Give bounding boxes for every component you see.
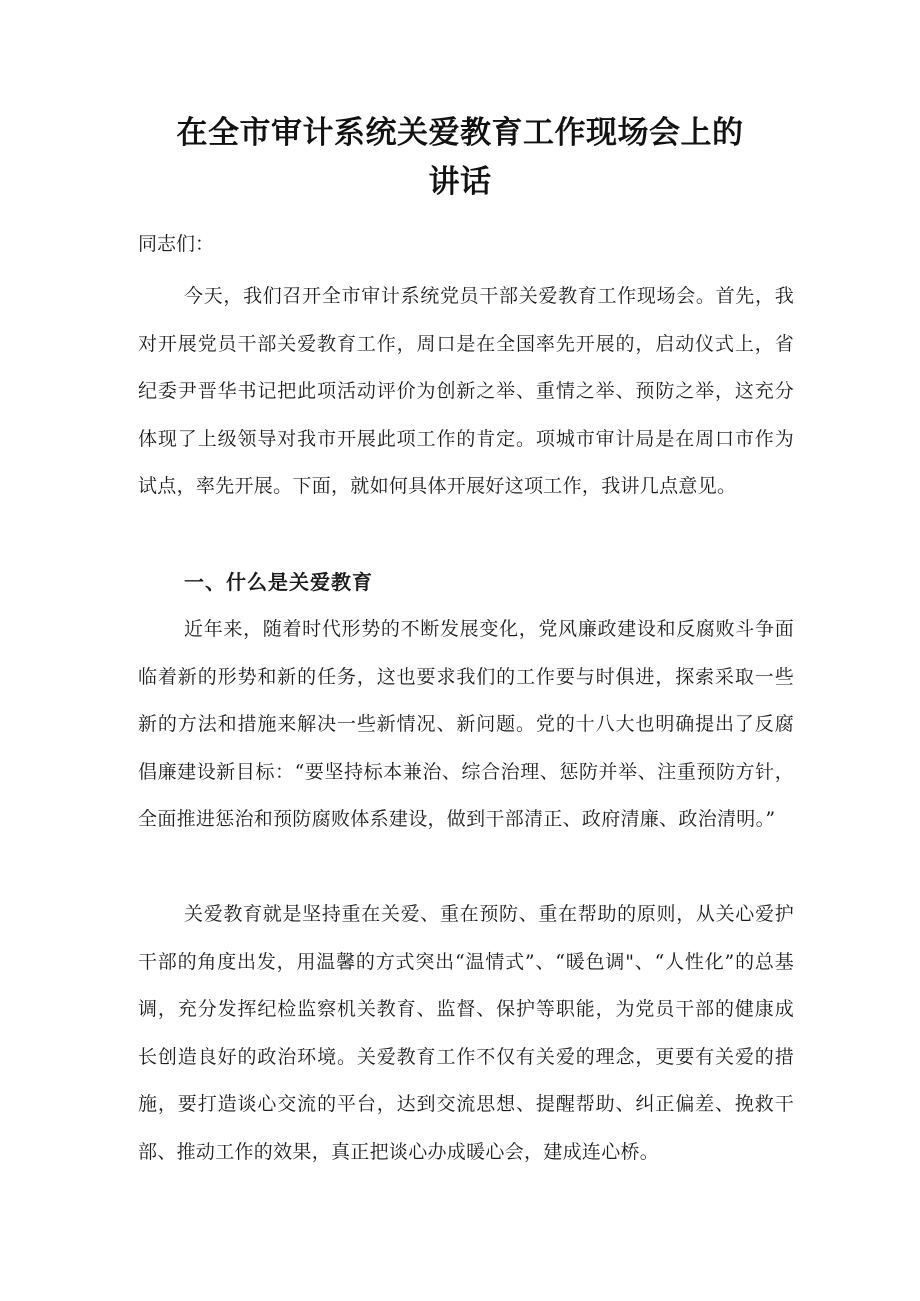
paragraph-opening: 今天，我们召开全市审计系统党员干部关爱教育工作现场会。首先，我对开展党员干部关爱教育工作，周口是在全国率先开展的，启动仪式上，省纪委尹晋华书记把此项活动评价为创新之举、重情之举、预防之举，这充分体现了上级领导对我市开展此项工作的肯定。项城市审计局是在周口市作为试点，率先开展。下面，就如何具体开展好这项工作，我讲几点意见。	[138, 285, 794, 498]
section-heading: 一、什么是关爱教育	[184, 570, 373, 594]
document-title-line-2: 讲话	[428, 164, 492, 200]
document-title-line-1: 在全市审计系统关爱教育工作现场会上的	[176, 115, 744, 151]
paragraph-definition: 关爱教育就是坚持重在关爱、重在预防、重在帮助的原则，从关心爱护干部的角度出发，用温馨的方式突出“温情式”、“暖色调"、“人性化”的总基调，充分发挥纪检监察机关教育、监督、保护等职能，为党员干部的健康成长创造良好的政治环境。关爱教育工作不仅有关爱的理念，更要有关爱的措施，要打造谈心交流的平台，达到交流思想、提醒帮助、纠正偏差、挽救干部、推动工作的效果，真正把谈心办成暖心会，建成连心桥。	[138, 903, 794, 1163]
paragraph-background: 近年来，随着时代形势的不断发展变化，党风廉政建设和反腐败斗争面临着新的形势和新的任务，这也要求我们的工作要与时俱进，探索采取一些新的方法和措施来解决一些新情况、新问题。党的十八大也明确提出了反腐倡廉建设新目标：“要坚持标本兼治、综合治理、惩防并举、注重预防方针，全面推进惩治和预防腐败体系建设，做到干部清正、政府清廉、政治清明。”	[138, 618, 794, 831]
salutation: 同志们：	[138, 233, 215, 255]
